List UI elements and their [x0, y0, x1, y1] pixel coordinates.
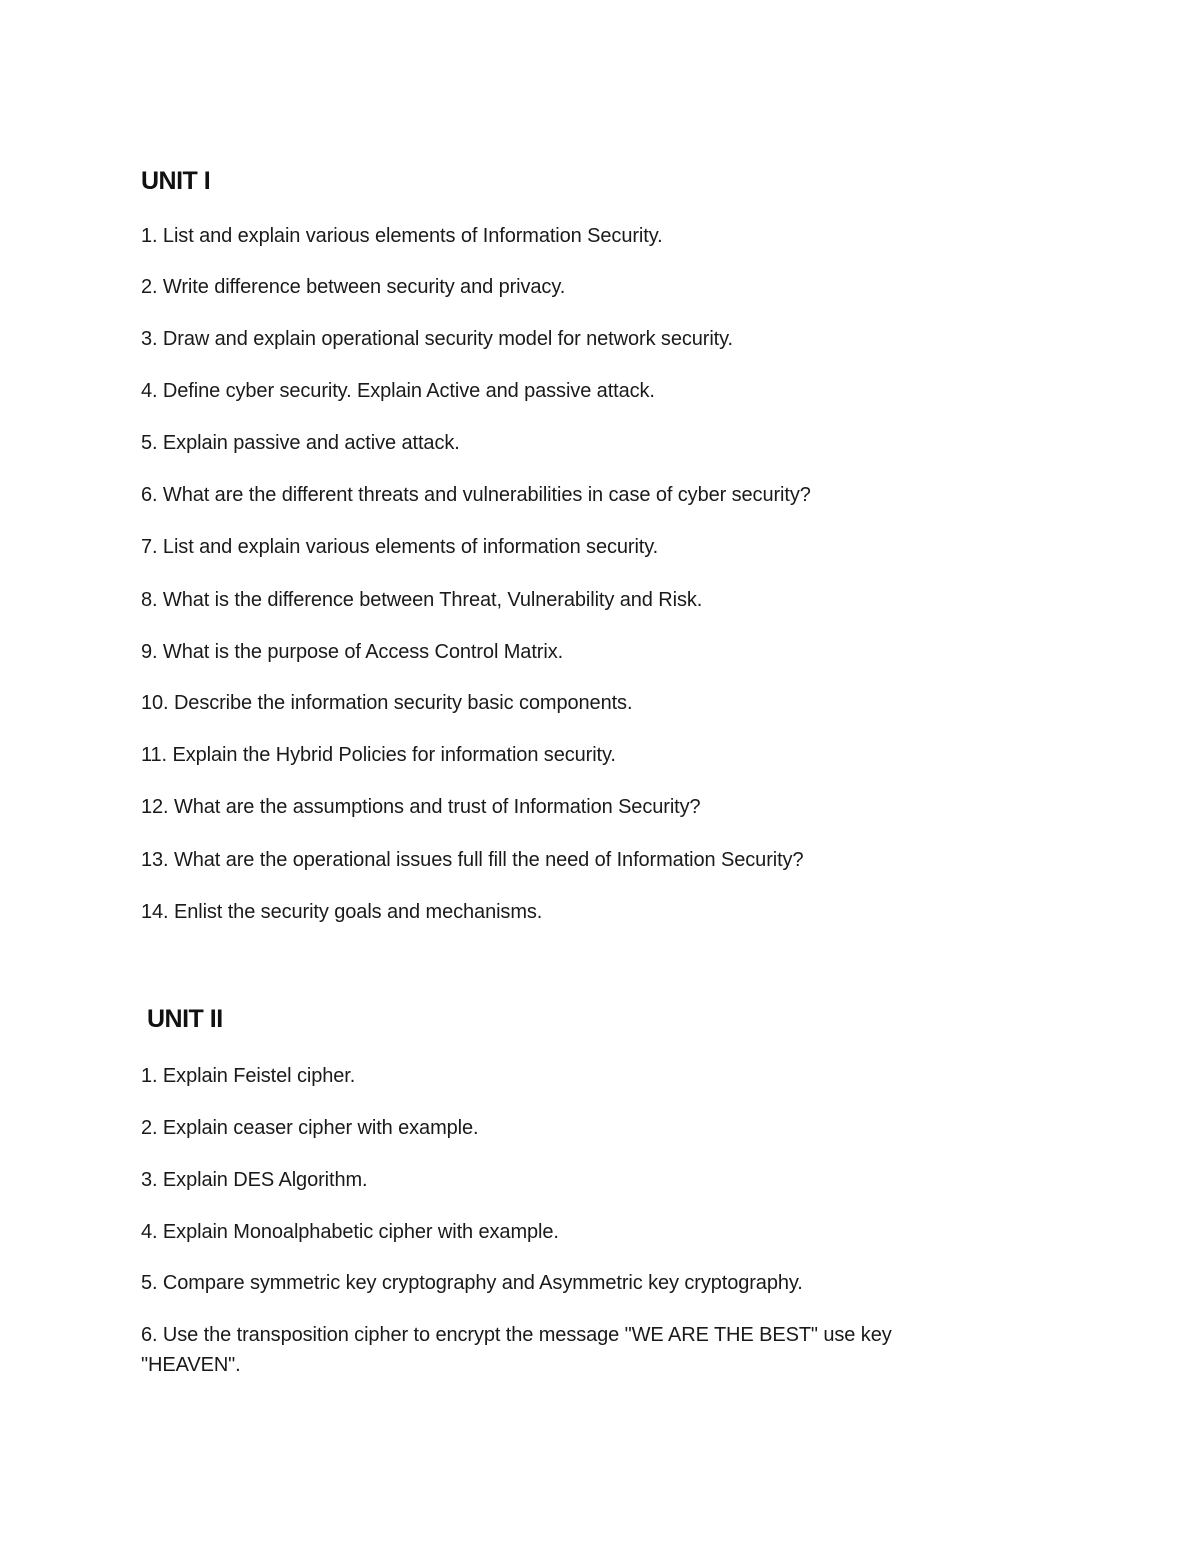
unit-1-question-13: 13. What are the operational issues full fill the need of Information Security? [141, 849, 804, 871]
unit-1-question-4: 4. Define cyber security. Explain Active and passive attack. [141, 380, 655, 402]
unit-2-question-2: 2. Explain ceaser cipher with example. [141, 1117, 479, 1139]
unit-1-question-14: 14. Enlist the security goals and mechanisms. [141, 901, 543, 923]
unit-1-question-12: 12. What are the assumptions and trust of Information Security? [141, 796, 701, 818]
unit-1-question-2: 2. Write difference between security and privacy. [141, 276, 566, 298]
unit-1-question-6: 6. What are the different threats and vulnerabilities in case of cyber security? [141, 484, 811, 506]
unit-1-question-1: 1. List and explain various elements of Information Security. [141, 225, 663, 247]
unit-1-question-5: 5. Explain passive and active attack. [141, 432, 460, 454]
unit-2-question-6: 6. Use the transposition cipher to encrypt the message "WE ARE THE BEST" use key "HEAVEN". [141, 1324, 892, 1376]
unit-1-question-8: 8. What is the difference between Threat, Vulnerability and Risk. [141, 589, 703, 611]
unit-1-heading: UNIT I [141, 167, 211, 195]
unit-1-question-3: 3. Draw and explain operational security model for network security. [141, 328, 733, 350]
unit-2-question-1: 1. Explain Feistel cipher. [141, 1065, 356, 1087]
unit-1-question-11: 11. Explain the Hybrid Policies for information security. [141, 744, 616, 766]
unit-2-heading: UNIT II [147, 1005, 223, 1033]
unit-2-question-3: 3. Explain DES Algorithm. [141, 1169, 368, 1191]
unit-2-question-5: 5. Compare symmetric key cryptography and Asymmetric key cryptography. [141, 1272, 803, 1294]
unit-1-question-9: 9. What is the purpose of Access Control Matrix. [141, 641, 564, 663]
unit-1-question-7: 7. List and explain various elements of information security. [141, 536, 659, 558]
unit-1-question-10: 10. Describe the information security basic components. [141, 692, 633, 714]
unit-2-question-4: 4. Explain Monoalphabetic cipher with example. [141, 1221, 559, 1243]
